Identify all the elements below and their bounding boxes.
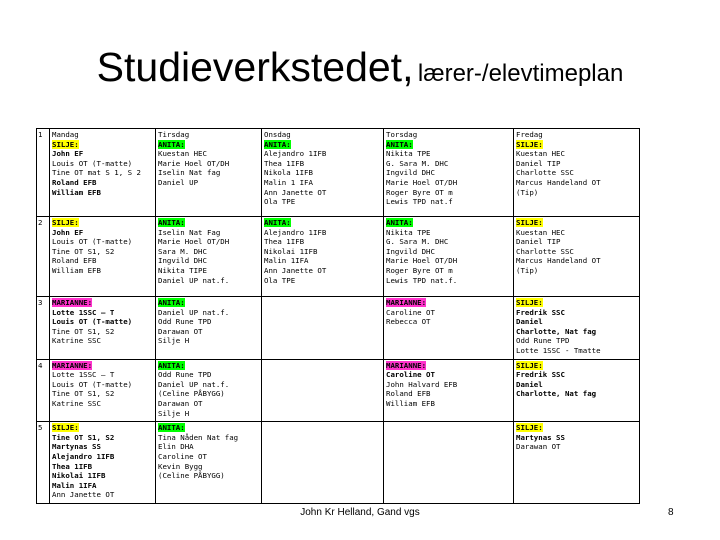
teacher-label: ANITA: bbox=[158, 218, 185, 227]
day-header: Onsdag bbox=[264, 130, 291, 139]
student-entry: Roland EFB bbox=[52, 177, 97, 187]
student-entry: Nikita TPE bbox=[386, 149, 431, 159]
student-entry: (Tip) bbox=[516, 187, 539, 197]
student-entry: Daniel bbox=[516, 317, 543, 327]
student-entry: Caroline OT bbox=[158, 451, 207, 461]
student-entry: Elin DHA bbox=[158, 442, 194, 452]
student-entry: Iselin Nat Fag bbox=[158, 227, 221, 237]
student-entry: Silje H bbox=[158, 408, 190, 418]
schedule-cell bbox=[262, 297, 384, 360]
student-entry: Alejandro 1IFB bbox=[52, 451, 115, 461]
student-entry: Nikita TIPE bbox=[158, 265, 207, 275]
student-entry: Louis OT (T-matte) bbox=[52, 379, 133, 389]
student-entry: Marie Hoel OT/DH bbox=[158, 158, 230, 168]
teacher-label: ANITA: bbox=[386, 218, 413, 227]
schedule-cell bbox=[514, 297, 640, 360]
teacher-label: MARIANNE: bbox=[386, 360, 427, 370]
schedule-cell bbox=[156, 359, 262, 422]
timetable bbox=[36, 128, 640, 504]
student-entry: Roland EFB bbox=[52, 256, 97, 266]
student-entry: Darawan OT bbox=[158, 398, 203, 408]
student-entry: Roger Byre OT m bbox=[386, 187, 453, 197]
period-number: 1 bbox=[37, 129, 50, 217]
schedule-cell bbox=[50, 129, 156, 217]
page-number: 8 bbox=[668, 507, 674, 518]
student-entry: Louis OT (T-matte) bbox=[52, 237, 133, 247]
student-entry: Thea 1IFB bbox=[264, 237, 305, 247]
student-entry: Charlotte, Nat fag bbox=[516, 326, 597, 336]
teacher-label: MARIANNE: bbox=[52, 360, 93, 370]
teacher-label: SILJE: bbox=[516, 360, 543, 370]
student-entry: Tine OT S1, S2 bbox=[52, 432, 115, 442]
table-row bbox=[37, 297, 640, 360]
student-entry: William EFB bbox=[52, 187, 101, 197]
teacher-label: MARIANNE: bbox=[386, 298, 427, 307]
period-number: 5 bbox=[37, 422, 50, 504]
student-entry: (Celine PÅBYGG) bbox=[158, 471, 225, 481]
student-entry: Lotte 1SSC – T bbox=[52, 307, 115, 317]
student-entry: Nikolai 1IFB bbox=[52, 471, 106, 481]
schedule-cell bbox=[384, 217, 514, 297]
schedule-cell bbox=[514, 422, 640, 504]
schedule-cell bbox=[384, 297, 514, 360]
student-entry: Odd Rune TPD bbox=[158, 317, 212, 327]
student-entry: Odd Rune TPD bbox=[158, 370, 212, 380]
student-entry: Fredrik SSC bbox=[516, 307, 565, 317]
student-entry: Daniel TIP bbox=[516, 158, 561, 168]
student-entry: Daniel TIP bbox=[516, 237, 561, 247]
student-entry: Alejandro 1IFB bbox=[264, 149, 327, 159]
student-entry: Kuestan HEC bbox=[516, 149, 565, 159]
teacher-label: SILJE: bbox=[52, 139, 79, 149]
schedule-cell bbox=[50, 422, 156, 504]
student-entry: Malin 1 IFA bbox=[264, 177, 313, 187]
student-entry: John EF bbox=[52, 149, 84, 159]
student-entry: William EFB bbox=[52, 265, 101, 275]
student-entry: William EFB bbox=[386, 398, 435, 408]
student-entry: Roger Byre OT m bbox=[386, 265, 453, 275]
student-entry: Roland EFB bbox=[386, 389, 431, 399]
schedule-cell bbox=[50, 217, 156, 297]
teacher-label: SILJE: bbox=[516, 298, 543, 307]
teacher-label: ANITA: bbox=[158, 360, 185, 370]
student-entry: Kevin Bygg bbox=[158, 461, 203, 471]
teacher-label: ANITA: bbox=[264, 139, 291, 149]
student-entry: (Tip) bbox=[516, 265, 539, 275]
student-entry: Odd Rune TPD bbox=[516, 336, 570, 346]
student-entry: Daniel bbox=[516, 379, 543, 389]
student-entry: Malin 1IFA bbox=[264, 256, 309, 266]
schedule-cell bbox=[156, 422, 262, 504]
student-entry: Malin 1IFA bbox=[52, 480, 97, 490]
schedule-cell bbox=[156, 217, 262, 297]
student-entry: Tine OT mat S 1, S 2 bbox=[52, 168, 141, 178]
student-entry: Louis OT (T-matte) bbox=[52, 317, 133, 327]
student-entry: John Halvard EFB bbox=[386, 379, 458, 389]
student-entry: Darawan OT bbox=[158, 326, 203, 336]
student-entry: Fredrik SSC bbox=[516, 370, 565, 380]
student-entry: Darawan OT bbox=[516, 442, 561, 452]
student-entry: Lewis TPD nat.f. bbox=[386, 275, 458, 285]
schedule-cell bbox=[514, 359, 640, 422]
student-entry: Marie Hoel OT/DH bbox=[386, 256, 458, 266]
student-entry: Kuestan HEC bbox=[516, 227, 565, 237]
schedule-cell bbox=[514, 217, 640, 297]
student-entry: Martynas SS bbox=[516, 432, 565, 442]
period-number: 4 bbox=[37, 359, 50, 422]
title-sub: lærer-/elevtimeplan bbox=[417, 60, 624, 87]
student-entry: Alejandro 1IFB bbox=[264, 227, 327, 237]
student-entry: Daniel UP bbox=[158, 177, 199, 187]
teacher-label: MARIANNE: bbox=[52, 298, 93, 307]
day-header: Fredag bbox=[516, 130, 543, 139]
period-number: 2 bbox=[37, 217, 50, 297]
student-entry: Charlotte SSC bbox=[516, 168, 574, 178]
student-entry: Marie Hoel OT/DH bbox=[158, 237, 230, 247]
student-entry: Caroline OT bbox=[386, 370, 435, 380]
teacher-label: ANITA: bbox=[386, 139, 413, 149]
student-entry: Marcus Handeland OT bbox=[516, 256, 601, 266]
student-entry: Sara M. DHC bbox=[158, 246, 207, 256]
student-entry: Rebecca OT bbox=[386, 317, 431, 327]
student-entry: Nikolai 1IFB bbox=[264, 246, 318, 256]
table-row bbox=[37, 422, 640, 504]
student-entry: Lewis TPD nat.f bbox=[386, 197, 453, 207]
teacher-label: SILJE: bbox=[52, 423, 79, 433]
student-entry: Thea 1IFB bbox=[264, 158, 305, 168]
student-entry: Tine OT S1, S2 bbox=[52, 389, 115, 399]
student-entry: Katrine SSC bbox=[52, 398, 101, 408]
teacher-label: ANITA: bbox=[158, 423, 185, 433]
teacher-label: ANITA: bbox=[158, 139, 185, 149]
slide-title bbox=[0, 44, 720, 91]
student-entry: Kuestan HEC bbox=[158, 149, 207, 159]
student-entry: Thea 1IFB bbox=[52, 461, 93, 471]
footer-author: John Kr Helland, Gand vgs bbox=[300, 507, 420, 518]
schedule-cell bbox=[50, 297, 156, 360]
student-entry: Ann Janette OT bbox=[264, 187, 327, 197]
schedule-cell bbox=[384, 129, 514, 217]
student-entry: Tine OT S1, S2 bbox=[52, 326, 115, 336]
schedule-cell bbox=[384, 359, 514, 422]
student-entry: Marcus Handeland OT bbox=[516, 177, 601, 187]
student-entry: Ann Janette OT bbox=[52, 490, 115, 500]
student-entry: Katrine SSC bbox=[52, 336, 101, 346]
student-entry: Ingvild DHC bbox=[158, 256, 207, 266]
student-entry: Daniel UP nat.f. bbox=[158, 307, 230, 317]
student-entry: Lotte 1SSC – T bbox=[52, 370, 115, 380]
table-row bbox=[37, 217, 640, 297]
student-entry: Tina Nåden Nat fag bbox=[158, 432, 239, 442]
schedule-cell bbox=[384, 422, 514, 504]
schedule-cell bbox=[156, 129, 262, 217]
teacher-label: SILJE: bbox=[52, 218, 79, 227]
day-header: Tirsdag bbox=[158, 130, 190, 139]
student-entry: (Celine PÅBYGG) bbox=[158, 389, 225, 399]
schedule-cell bbox=[50, 359, 156, 422]
schedule-cell bbox=[514, 129, 640, 217]
student-entry: Martynas SS bbox=[52, 442, 101, 452]
teacher-label: ANITA: bbox=[264, 218, 291, 227]
student-entry: Louis OT (T-matte) bbox=[52, 158, 133, 168]
schedule-cell bbox=[156, 297, 262, 360]
student-entry: Daniel UP nat.f. bbox=[158, 379, 230, 389]
table-row bbox=[37, 129, 640, 217]
student-entry: Lotte 1SSC - Tmatte bbox=[516, 345, 601, 355]
teacher-label: SILJE: bbox=[516, 218, 543, 227]
day-header: Mandag bbox=[52, 130, 79, 139]
student-entry: Caroline OT bbox=[386, 307, 435, 317]
student-entry: G. Sara M. DHC bbox=[386, 237, 449, 247]
student-entry: John EF bbox=[52, 227, 84, 237]
schedule-cell bbox=[262, 422, 384, 504]
student-entry: Nikola 1IFB bbox=[264, 168, 313, 178]
student-entry: Nikita TPE bbox=[386, 227, 431, 237]
student-entry: Ingvild DHC bbox=[386, 246, 435, 256]
student-entry: Ola TPE bbox=[264, 197, 296, 207]
student-entry: Ola TPE bbox=[264, 275, 296, 285]
student-entry: Silje H bbox=[158, 336, 190, 346]
student-entry: Marie Hoel OT/DH bbox=[386, 177, 458, 187]
teacher-label: SILJE: bbox=[516, 139, 543, 149]
student-entry: G. Sara M. DHC bbox=[386, 158, 449, 168]
title-main: Studieverkstedet, bbox=[96, 44, 414, 90]
table-row bbox=[37, 359, 640, 422]
student-entry: Ingvild DHC bbox=[386, 168, 435, 178]
student-entry: Ann Janette OT bbox=[264, 265, 327, 275]
student-entry: Daniel UP nat.f. bbox=[158, 275, 230, 285]
schedule-cell bbox=[262, 359, 384, 422]
student-entry: Charlotte, Nat fag bbox=[516, 389, 597, 399]
student-entry: Tine OT S1, S2 bbox=[52, 246, 115, 256]
schedule-cell bbox=[262, 217, 384, 297]
teacher-label: SILJE: bbox=[516, 423, 543, 433]
student-entry: Charlotte SSC bbox=[516, 246, 574, 256]
day-header: Torsdag bbox=[386, 130, 418, 139]
teacher-label: ANITA: bbox=[158, 298, 185, 307]
period-number: 3 bbox=[37, 297, 50, 360]
schedule-cell bbox=[262, 129, 384, 217]
student-entry: Iselin Nat fag bbox=[158, 168, 221, 178]
